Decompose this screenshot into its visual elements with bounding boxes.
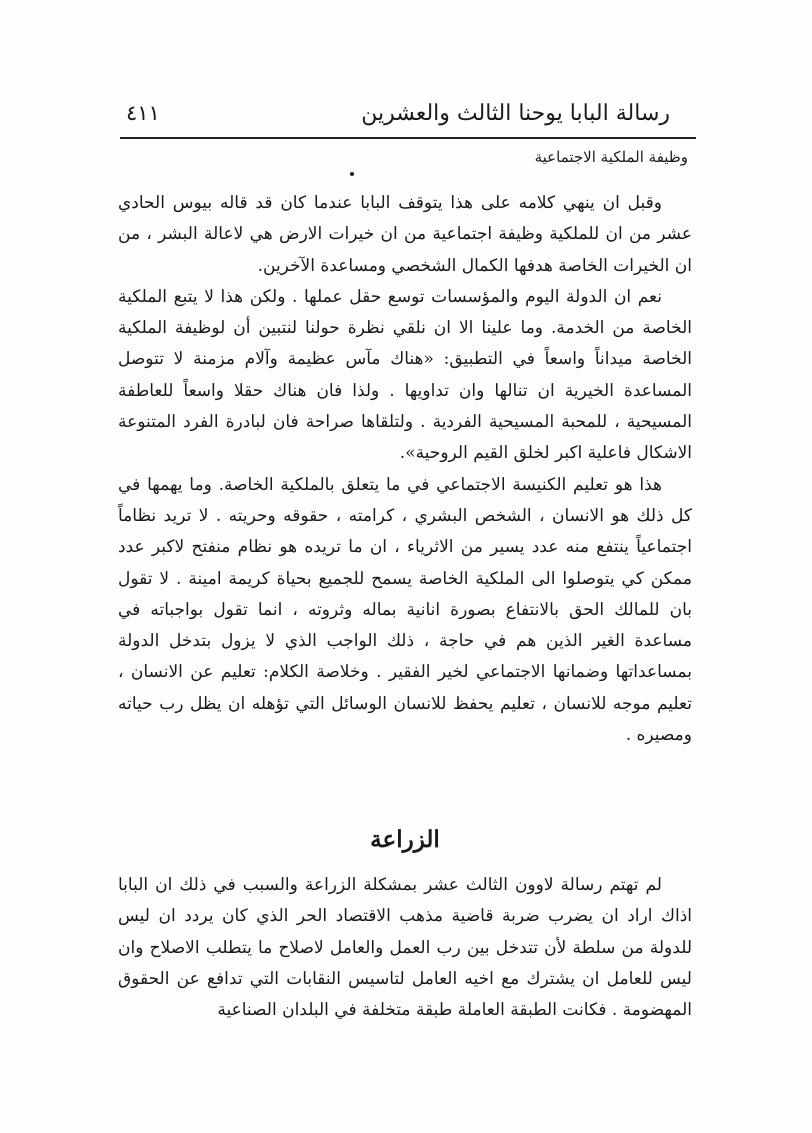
- header-rule: [120, 137, 696, 139]
- body-text: [118, 188, 692, 751]
- running-head: وظيفة الملكية الاجتماعية: [534, 148, 688, 166]
- paragraph-1: وقبل ان ينهي كلامه على هذا يتوقف البابا عندما كان قد قاله بيوس الحادي عشر من ان للملكية وظيفة اجتماعية من ان خيرات الارض هي لاعالة البشر ، من ان الخيرات الخاصة هدفها الكمال الشخصي ومساعدة الآخرين.: [118, 193, 692, 276]
- page-header: [120, 97, 696, 137]
- header-title: رسالة البابا يوحنا الثالث والعشرين: [361, 101, 670, 126]
- section-heading: الزراعة: [370, 826, 440, 853]
- page-number: ٤١١: [126, 101, 160, 125]
- section-body-text: [118, 870, 692, 1026]
- paragraph-3: هذا هو تعليم الكنيسة الاجتماعي في ما يتعلق بالملكية الخاصة. وما يهمها في كل ذلك هو الانسان ، الشخص البشري ، كرامته ، حقوقه وحريته . لا تريد نظاماً اجتماعياً ينتفع منه عدد يسير من الاثرياء ، ان ما تريده هو نظام منفتح لاكبر عدد ممكن كي يتوصلوا الى الملكية الخاصة يسمح للجميع بحياة كريمة امينة . لا تقول بان للمالك الحق بالانتفاع بصورة انانية بماله وثروته ، انما تقول بواجباته في مساعدة الغير الذين هم في حاجة ، ذلك الواجب الذي لا يزول بتدخل الدولة بمساعداتها وضمانها الاجتماعي لخير الفقير . وخلاصة الكلام: تعليم عن الانسان ، تعليم موجه للانسان ، تعليم يحفظ للانسان الوسائل التي تؤهله ان يظل رب حياته ومصيره .: [118, 474, 692, 746]
- section-paragraph-1: لم تهتم رسالة لاوون الثالث عشر بمشكلة الزراعة والسبب في ذلك ان البابا اذاك اراد ان يضرب ضربة قاضية مذهب الاقتصاد الحر الذي كان يردد ان ليس للدولة من سلطة لأن تتدخل بين رب العمل والعامل لاصلاح ما يتطلب الاصلاح وان ليس للعامل ان يشترك مع اخيه العامل لتاسيس النقابات التي تدافع عن الحقوق المهضومة . فكانت الطبقة العاملة طبقة متخلفة في البلدان الصناعية: [118, 875, 692, 1021]
- ink-dot: [350, 172, 354, 176]
- paragraph-2: نعم ان الدولة اليوم والمؤسسات توسع حقل عملها . ولكن هذا لا يتبع الملكية الخاصة من الخدمة. وما علينا الا ان نلقي نظرة حولنا لنتبين أن لوظيفة الملكية الخاصة ميداناً واسعاً في التطبيق: «هناك مآس عظيمة وآلام مزمنة لا تتوصل المساعدة الخيرية ان تنالها وان تداويها . ولذا فان هناك حقلا واسعاً للعاطفة المسيحية ، للمحبة المسيحية الفردية . ولتلقاها صراحة فان لبادرة الفرد المتنوعة الاشكال فاعلية اكبر لخلق القيم الروحية».: [118, 286, 692, 464]
